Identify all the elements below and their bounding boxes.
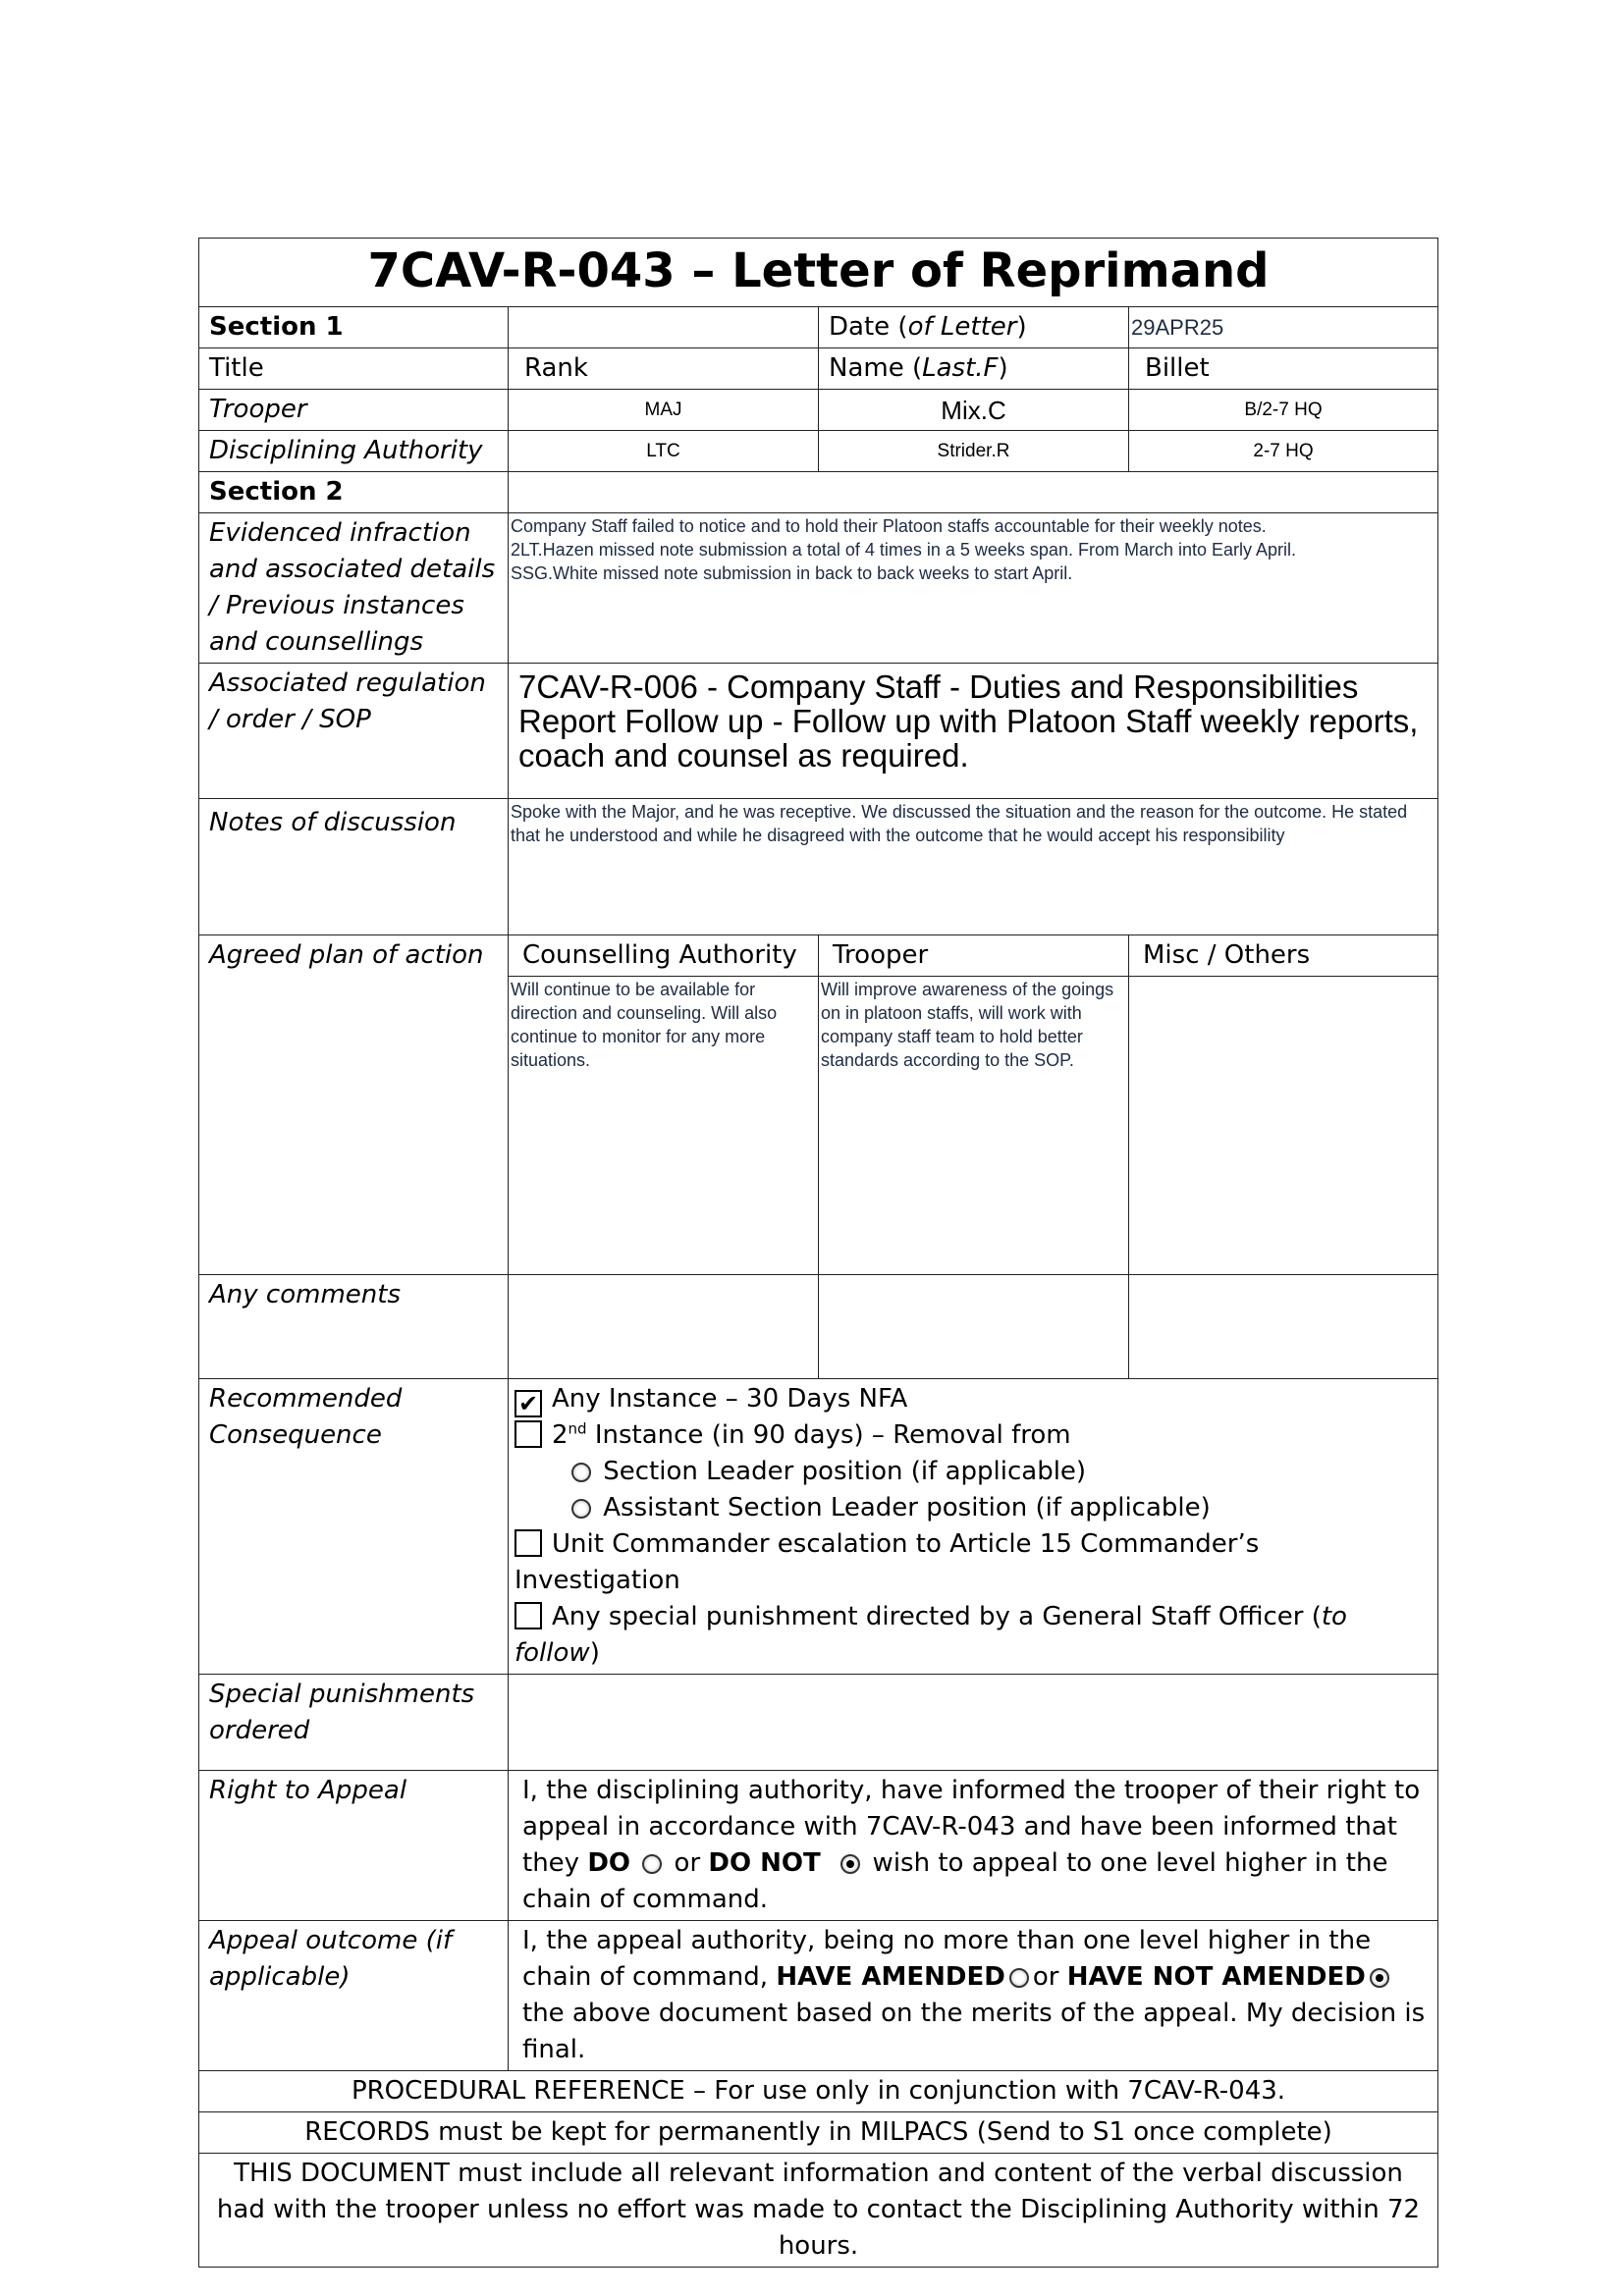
assistant-section-leader-radio[interactable] — [571, 1499, 591, 1519]
form-title: 7CAV-R-043 – Letter of Reprimand — [199, 239, 1438, 307]
section-leader-radio[interactable] — [571, 1463, 591, 1482]
special-punishments-label: Special punishments ordered — [199, 1675, 509, 1771]
discussion-label: Notes of discussion — [199, 799, 509, 935]
have-amended-radio[interactable] — [1009, 1968, 1029, 1988]
appeal-outcome-label: Appeal outcome (if applicable) — [199, 1921, 509, 2071]
trooper-name-field[interactable]: Mix.C — [819, 390, 1129, 431]
removal-checkbox[interactable] — [514, 1420, 542, 1448]
special-punishment-label: Any special punishment directed by a General Staff Officer (to follow) — [514, 1602, 1347, 1668]
removal-option-label: 2nd Instance (in 90 days) – Removal from — [552, 1419, 1071, 1450]
section-2-blank — [509, 472, 1438, 513]
authority-name-field[interactable]: Strider.R — [819, 431, 1129, 472]
section-1-blank[interactable] — [509, 307, 819, 348]
section-1-label: Section 1 — [199, 307, 509, 348]
plan-label: Agreed plan of action — [199, 935, 509, 1275]
comments-trooper-field[interactable] — [819, 1275, 1129, 1379]
plan-col-counselling: Counselling Authority — [509, 935, 819, 977]
title-header: Title — [199, 348, 509, 390]
date-label: Date (of Letter) — [819, 307, 1129, 348]
appeal-do-not-radio[interactable] — [840, 1854, 860, 1874]
plan-trooper-field[interactable]: Will improve awareness of the goings on in platoon staffs, will work with company staff team to hold better standards according to the SOP. — [819, 977, 1129, 1275]
special-punishment-checkbox[interactable] — [514, 1602, 542, 1629]
plan-col-misc: Misc / Others — [1129, 935, 1438, 977]
nfa-checkbox[interactable]: ✔ — [514, 1390, 542, 1417]
billet-header: Billet — [1129, 348, 1438, 390]
trooper-rank-field[interactable]: MAJ — [509, 390, 819, 431]
appeal-outcome-statement: I, the appeal authority, being no more than one level higher in the chain of command, HAVE AMENDED or HAVE NOT AMENDED the above document based on the merits of the appeal. My decision is final. — [509, 1921, 1438, 2071]
document-requirement-note: THIS DOCUMENT must include all relevant information and content of the verbal discussion had with the trooper unless no effort was made to contact the Disciplining Authority within 72 hours. — [199, 2154, 1438, 2268]
records-note: RECORDS must be kept for permanently in MILPACS (Send to S1 once complete) — [199, 2112, 1438, 2154]
plan-misc-field[interactable] — [1129, 977, 1438, 1275]
comments-label: Any comments — [199, 1275, 509, 1379]
infraction-line: SSG.White missed note submission in back to back weeks to start April. — [511, 563, 1073, 583]
discussion-field[interactable]: Spoke with the Major, and he was receptive. We discussed the situation and the reason for the outcome. He stated that he understood and while he disagreed with the outcome that he would accept his responsibility — [509, 799, 1438, 935]
infraction-field[interactable] — [509, 513, 1438, 664]
appeal-statement: I, the disciplining authority, have informed the trooper of their right to appeal in accordance with 7CAV-R-043 and have been informed that they DO or DO NOT wish to appeal to one level higher in the chain of command. — [509, 1771, 1438, 1921]
authority-billet-field[interactable]: 2-7 HQ — [1129, 431, 1438, 472]
authority-label: Disciplining Authority — [199, 431, 509, 472]
assistant-section-leader-label: Assistant Section Leader position (if applicable) — [603, 1493, 1211, 1522]
procedural-reference: PROCEDURAL REFERENCE – For use only in conjunction with 7CAV-R-043. — [199, 2071, 1438, 2112]
infraction-line: 2LT.Hazen missed note submission a total of 4 times in a 5 weeks span. From March into Early April. — [511, 540, 1297, 560]
trooper-billet-field[interactable]: B/2-7 HQ — [1129, 390, 1438, 431]
reprimand-form — [198, 238, 1438, 2268]
authority-rank-field[interactable]: LTC — [509, 431, 819, 472]
regulation-field[interactable]: 7CAV-R-006 - Company Staff - Duties and Responsibilities Report Follow up - Follow up with Platoon Staff weekly reports, coach and counsel as required. — [509, 664, 1438, 799]
appeal-do-radio[interactable] — [642, 1854, 662, 1874]
section-2-label: Section 2 — [199, 472, 509, 513]
date-field[interactable]: 29APR25 — [1129, 307, 1438, 348]
infraction-line: Company Staff failed to notice and to hold their Platoon staffs accountable for their weekly notes. — [511, 516, 1267, 536]
comments-misc-field[interactable] — [1129, 1275, 1438, 1379]
consequence-label: Recommended Consequence — [199, 1379, 509, 1675]
article-15-checkbox[interactable] — [514, 1529, 542, 1557]
trooper-label: Trooper — [199, 390, 509, 431]
article-15-label: Unit Commander escalation to Article 15 Commander’s Investigation — [514, 1529, 1260, 1595]
plan-col-trooper: Trooper — [819, 935, 1129, 977]
section-leader-label: Section Leader position (if applicable) — [603, 1457, 1087, 1486]
consequence-options — [509, 1379, 1438, 1675]
comments-counselling-field[interactable] — [509, 1275, 819, 1379]
infraction-label: Evidenced infraction and associated details / Previous instances and counsellings — [199, 513, 509, 664]
have-not-amended-radio[interactable] — [1370, 1968, 1389, 1988]
plan-counselling-field[interactable]: Will continue to be available for direction and counseling. Will also continue to monitor for any more situations. — [509, 977, 819, 1275]
nfa-option-label: Any Instance – 30 Days NFA — [552, 1384, 908, 1414]
rank-header: Rank — [509, 348, 819, 390]
appeal-label: Right to Appeal — [199, 1771, 509, 1921]
special-punishments-field[interactable] — [509, 1675, 1438, 1771]
name-header: Name (Last.F) — [819, 348, 1129, 390]
regulation-label: Associated regulation / order / SOP — [199, 664, 509, 799]
